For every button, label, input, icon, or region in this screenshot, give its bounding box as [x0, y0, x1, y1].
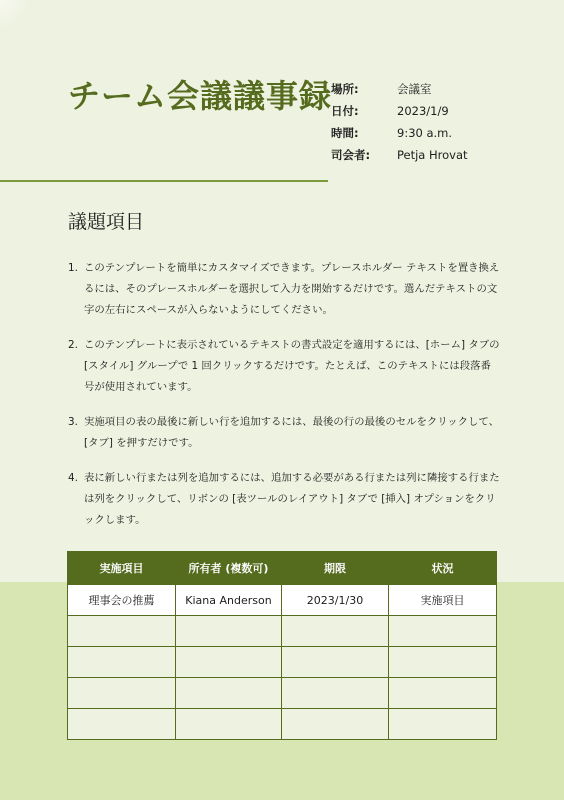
meta-value-date[interactable]: 2023/1/9 [397, 104, 449, 118]
list-item [68, 258, 500, 321]
table-cell[interactable] [68, 709, 176, 740]
table-cell[interactable] [176, 616, 282, 647]
list-item-text[interactable]: このテンプレートに表示されているテキストの書式設定を適用するには、[ホーム] タブの [スタイル] グループで 1 回クリックするだけです。たとえば、このテキストには段落番号が使用されています。 [84, 339, 500, 393]
table-cell[interactable]: Kiana Anderson [176, 585, 282, 616]
meta-label: 時間: [331, 126, 359, 140]
table-cell[interactable] [389, 709, 497, 740]
table-header-row [68, 552, 497, 585]
document-title[interactable]: チーム会議議事録 [68, 77, 333, 115]
list-item [68, 468, 500, 531]
meta-row-facilitator [331, 144, 468, 166]
list-item-number: 1. [68, 262, 78, 274]
list-item-number: 2. [68, 339, 78, 351]
corner-decoration [0, 0, 30, 30]
list-item [68, 412, 500, 454]
table-cell[interactable]: 2023/1/30 [282, 585, 389, 616]
agenda-list [68, 258, 500, 545]
table-row [68, 678, 497, 709]
table-cell[interactable] [68, 616, 176, 647]
list-item-text[interactable]: 表に新しい行または列を追加するには、追加する必要がある行または列に隣接する行または列をクリックして、リボンの [表ツールのレイアウト] タブで [挿入] オプションをクリックします。 [84, 472, 500, 526]
table-cell[interactable] [176, 709, 282, 740]
header-divider [0, 180, 328, 182]
table-cell[interactable] [282, 616, 389, 647]
meta-value-time[interactable]: 9:30 a.m. [397, 126, 453, 140]
list-item [68, 335, 500, 398]
meeting-details [331, 78, 468, 166]
action-items-table [67, 551, 497, 740]
meta-row-time [331, 122, 468, 144]
table-cell[interactable] [176, 647, 282, 678]
meta-label: 司会者: [331, 148, 371, 162]
table-cell[interactable] [68, 678, 176, 709]
column-header-owner[interactable]: 所有者 (複数可) [176, 552, 282, 585]
list-item-text[interactable]: 実施項目の表の最後に新しい行を追加するには、最後の行の最後のセルをクリックして、[タブ] を押すだけです。 [84, 416, 499, 449]
table-cell[interactable]: 実施項目 [389, 585, 497, 616]
meta-value-location[interactable]: 会議室 [397, 82, 432, 96]
column-header-action-item[interactable]: 実施項目 [68, 552, 176, 585]
table-cell[interactable] [389, 678, 497, 709]
table-row [68, 616, 497, 647]
table-cell[interactable] [389, 616, 497, 647]
table-cell[interactable] [282, 678, 389, 709]
column-header-status[interactable]: 状況 [389, 552, 497, 585]
table-cell[interactable] [68, 647, 176, 678]
table-row [68, 585, 497, 616]
meta-value-facilitator[interactable]: Petja Hrovat [397, 148, 468, 162]
meta-row-date [331, 100, 468, 122]
table-row [68, 709, 497, 740]
column-header-deadline[interactable]: 期限 [282, 552, 389, 585]
table-cell[interactable] [282, 647, 389, 678]
table-row [68, 647, 497, 678]
agenda-heading[interactable]: 議題項目 [68, 211, 145, 233]
table-cell[interactable] [176, 678, 282, 709]
list-item-number: 3. [68, 416, 78, 428]
meta-label: 日付: [331, 104, 359, 118]
meta-label: 場所: [331, 82, 359, 96]
list-item-number: 4. [68, 472, 78, 484]
table-cell[interactable]: 理事会の推薦 [68, 585, 176, 616]
meta-row-location [331, 78, 468, 100]
table-cell[interactable] [282, 709, 389, 740]
list-item-text[interactable]: このテンプレートを簡単にカスタマイズできます。プレースホルダー テキストを置き換えるには、そのプレースホルダーを選択して入力を開始するだけです。選んだテキストの文字の左右にスペースが入らないようにしてください。 [84, 262, 500, 316]
table-cell[interactable] [389, 647, 497, 678]
